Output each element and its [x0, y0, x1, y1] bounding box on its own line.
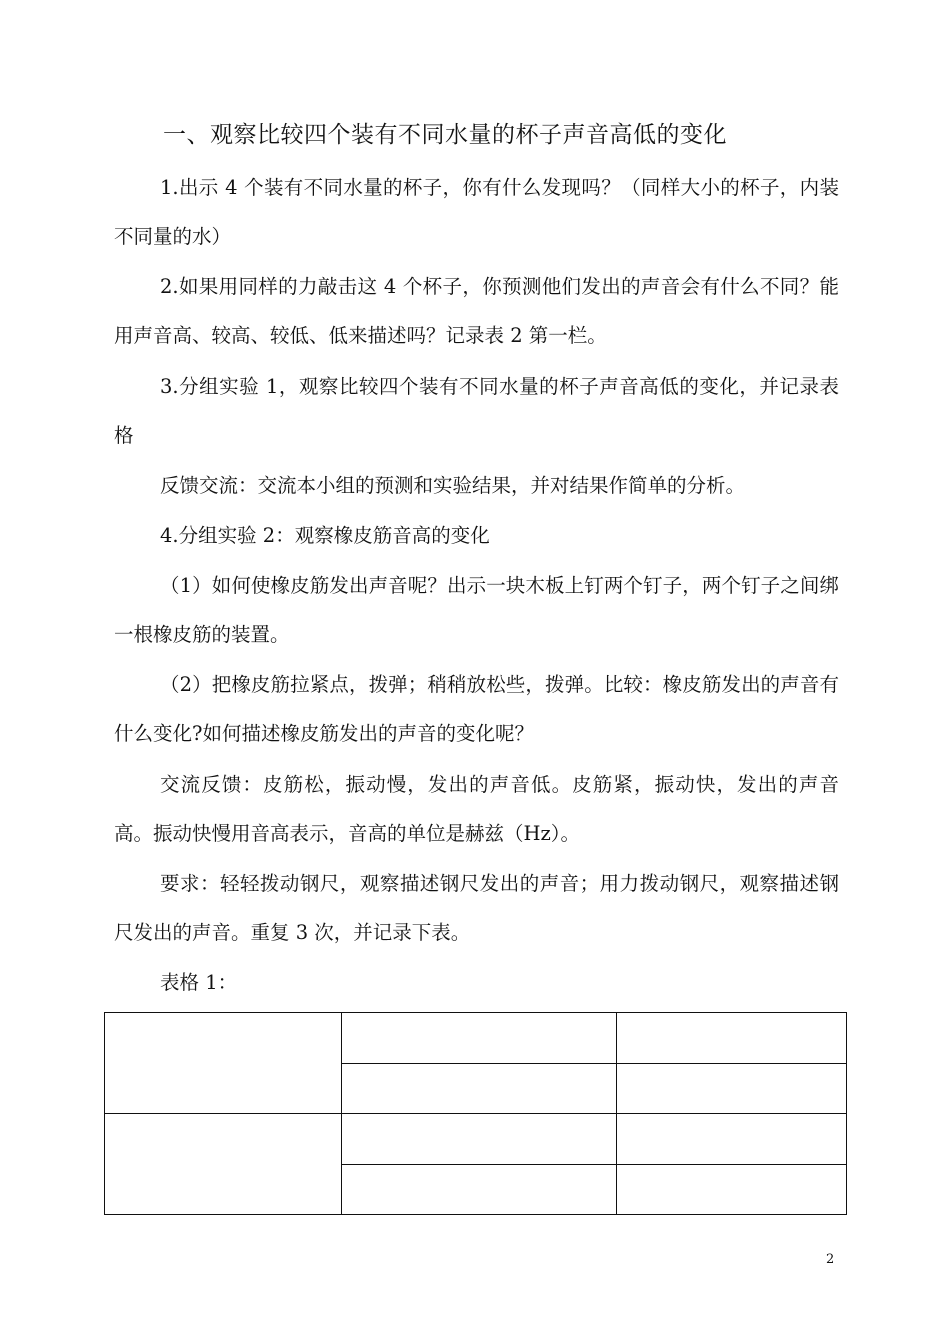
section-heading: 一、观察比较四个装有不同水量的杯子声音高低的变化 [163, 122, 727, 148]
table-row [105, 1013, 847, 1064]
table-cell [342, 1013, 617, 1064]
record-table [104, 1012, 847, 1215]
table-cell [342, 1164, 617, 1215]
table-cell [617, 1164, 847, 1215]
paragraph-3: 3.分组实验 1，观察比较四个装有不同水量的杯子声音高低的变化，并记录表格 [114, 375, 839, 447]
table-cell [105, 1114, 342, 1215]
paragraph-4: 4.分组实验 2：观察橡皮筋音高的变化 [160, 524, 490, 547]
table-row [105, 1114, 847, 1165]
table-cell [617, 1063, 847, 1114]
table-cell [342, 1114, 617, 1165]
table-cell [617, 1114, 847, 1165]
paragraph-1: 1.出示 4 个装有不同水量的杯子，你有什么发现吗？（同样大小的杯子，内装不同量的水） [114, 176, 839, 248]
table-caption: 表格 1： [160, 971, 238, 994]
paragraph-feedback: 反馈交流：交流本小组的预测和实验结果，并对结果作简单的分析。 [160, 474, 746, 497]
page-number: 2 [826, 1252, 835, 1267]
table-cell [105, 1013, 342, 1114]
paragraph-requirement: 要求：轻轻拨动钢尺，观察描述钢尺发出的声音；用力拨动钢尺，观察描述钢尺发出的声音。重复 3 次，并记录下表。 [114, 872, 839, 944]
paragraph-exchange: 交流反馈：皮筋松，振动慢，发出的声音低。皮筋紧，振动快，发出的声音高。振动快慢用音高表示，音高的单位是赫兹（Hz）。 [114, 773, 839, 845]
paragraph-4-2: （2）把橡皮筋拉紧点，拨弹；稍稍放松些，拨弹。比较：橡皮筋发出的声音有什么变化?如何描述橡皮筋发出的声音的变化呢？ [114, 673, 839, 745]
table-cell [342, 1063, 617, 1114]
table-cell [617, 1013, 847, 1064]
paragraph-4-1: （1）如何使橡皮筋发出声音呢？出示一块木板上钉两个钉子，两个钉子之间绑一根橡皮筋的装置。 [114, 574, 839, 646]
paragraph-2: 2.如果用同样的力敲击这 4 个杯子，你预测他们发出的声音会有什么不同？能用声音高、较高、较低、低来描述吗？记录表 2 第一栏。 [114, 275, 839, 347]
